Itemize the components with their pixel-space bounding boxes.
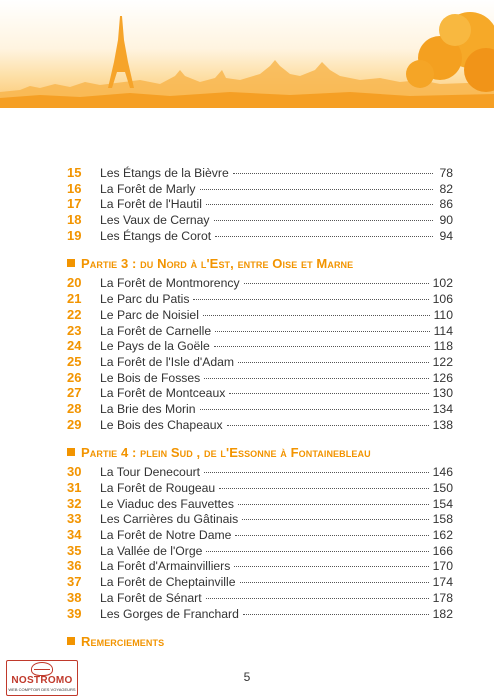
header-banner-illustration <box>0 0 494 108</box>
entry-title: Les Vaux de Cernay <box>100 213 210 228</box>
entry-title: Les Étangs de la Bièvre <box>100 166 229 180</box>
dot-leader <box>229 393 428 394</box>
toc-entry <box>67 511 453 527</box>
toc-entry <box>67 228 453 244</box>
entry-page-number: 126 <box>432 370 453 385</box>
entry-page-number: 146 <box>432 465 453 480</box>
entry-number: 30 <box>67 464 82 480</box>
entry-page-number: 94 <box>439 228 453 243</box>
dot-leader <box>214 220 433 221</box>
entry-title: Le Parc du Patis <box>100 292 190 307</box>
entry-number: 38 <box>67 589 82 605</box>
globe-icon <box>31 662 53 676</box>
dot-leader <box>238 362 429 363</box>
entry-title: Les Étangs de Corot <box>100 228 212 243</box>
entry-page-number: 154 <box>432 496 453 511</box>
entry-title: La Forêt de Carnelle <box>100 323 212 338</box>
entry-number: 18 <box>67 212 82 228</box>
entry-title: La Tour Denecourt <box>100 465 201 480</box>
toc-entry <box>67 181 453 197</box>
entry-number: 23 <box>67 322 82 338</box>
section-heading <box>67 253 453 273</box>
toc-entry <box>67 401 453 417</box>
entry-title: Les Gorges de Franchard <box>100 606 239 621</box>
entry-number: 16 <box>67 180 82 196</box>
entry-number: 35 <box>67 542 82 558</box>
toc-entry <box>67 574 453 590</box>
entry-page-number: 182 <box>432 606 453 621</box>
entry-page-number: 110 <box>433 307 453 322</box>
table-of-contents <box>67 165 453 653</box>
toc-entry <box>67 338 453 354</box>
dot-leader <box>193 299 428 300</box>
dot-leader <box>206 598 429 599</box>
entry-page-number: 102 <box>432 276 453 291</box>
entry-page-number: 138 <box>432 417 453 432</box>
dot-leader <box>204 378 428 379</box>
toc-entry <box>67 165 453 181</box>
toc-entry <box>67 464 453 480</box>
toc-entry <box>67 354 453 370</box>
entry-title: La Forêt de Notre Dame <box>100 528 232 543</box>
entry-page-number: 118 <box>433 339 453 354</box>
entry-title: Le Pays de la Goële <box>100 339 210 354</box>
section-heading-text: Partie 4 : plein Sud , de l'Essonne à Fontainebleau <box>81 444 371 460</box>
page-number: 5 <box>243 670 251 684</box>
entry-page-number: 174 <box>432 575 453 590</box>
entry-page-number: 78 <box>439 166 453 180</box>
square-bullet-icon <box>67 448 75 456</box>
toc-entry <box>67 385 453 401</box>
dot-leader <box>242 519 428 520</box>
dot-leader <box>204 472 429 473</box>
dot-leader <box>244 283 429 284</box>
entry-title: La Forêt de Rougeau <box>100 481 216 495</box>
toc-entry <box>67 543 453 559</box>
entry-page-number: 166 <box>432 543 453 558</box>
toc-entry <box>67 212 453 228</box>
entry-title: La Forêt de Sénart <box>100 590 202 605</box>
dot-leader <box>206 204 433 205</box>
entry-number: 22 <box>67 306 82 322</box>
dot-leader <box>200 409 429 410</box>
entry-number: 17 <box>67 196 82 212</box>
dot-leader <box>240 582 429 583</box>
entry-page-number: 114 <box>433 323 453 338</box>
entry-title: Le Viaduc des Fauvettes <box>100 496 234 511</box>
dot-leader <box>215 236 433 237</box>
toc-entry <box>67 291 453 307</box>
toc-entry <box>67 275 453 291</box>
toc-entry <box>67 196 453 212</box>
entry-number: 15 <box>67 165 82 180</box>
entry-number: 21 <box>67 291 82 307</box>
entry-number: 32 <box>67 495 82 511</box>
logo-tagline: WEB COMPTOIR DES VOYAGEURS <box>8 687 76 692</box>
entry-number: 39 <box>67 605 82 621</box>
entry-title: La Forêt de Cheptainville <box>100 575 236 590</box>
dot-leader <box>234 566 428 567</box>
section-heading <box>67 631 453 651</box>
paris-skyline-illustration <box>0 0 494 108</box>
entry-title: La Forêt de Montmorency <box>100 276 240 291</box>
entry-title: Les Carrières du Gâtinais <box>100 512 239 527</box>
dot-leader <box>238 504 429 505</box>
entry-title: Le Parc de Noisiel <box>100 307 199 322</box>
square-bullet-icon <box>67 259 75 267</box>
entry-number: 33 <box>67 511 82 527</box>
entry-title: La Forêt de Montceaux <box>100 386 226 401</box>
entry-page-number: 122 <box>432 354 453 369</box>
entry-title: La Forêt d'Armainvilliers <box>100 559 231 574</box>
entry-page-number: 82 <box>439 181 453 196</box>
entry-title: Le Bois des Chapeaux <box>100 417 223 432</box>
nostromo-logo <box>6 660 78 696</box>
entry-page-number: 134 <box>432 401 453 416</box>
dot-leader <box>235 535 428 536</box>
entry-number: 27 <box>67 385 82 401</box>
dot-leader <box>243 614 429 615</box>
toc-entry <box>67 558 453 574</box>
dot-leader <box>219 488 428 489</box>
entry-title: La Forêt de l'Isle d'Adam <box>100 354 235 369</box>
entry-title: La Forêt de l'Hautil <box>100 197 202 212</box>
entry-number: 24 <box>67 338 82 354</box>
dot-leader <box>227 425 429 426</box>
entry-number: 20 <box>67 275 82 291</box>
dot-leader <box>215 331 429 332</box>
entry-page-number: 162 <box>432 528 453 543</box>
entry-page-number: 158 <box>432 512 453 527</box>
entry-page-number: 90 <box>439 213 453 228</box>
section-heading-text: Partie 3 : du Nord à l'Est, entre Oise et Marne <box>81 255 354 271</box>
square-bullet-icon <box>67 637 75 645</box>
entry-page-number: 130 <box>432 386 453 401</box>
entry-number: 31 <box>67 480 82 495</box>
dot-leader <box>203 315 430 316</box>
entry-page-number: 106 <box>432 292 453 307</box>
entry-title: Le Bois de Fosses <box>100 370 201 385</box>
entry-number: 34 <box>67 527 82 543</box>
toc-entry <box>67 496 453 512</box>
entry-page-number: 150 <box>432 481 453 495</box>
dot-leader <box>233 173 433 174</box>
toc-entry <box>67 606 453 622</box>
entry-page-number: 86 <box>439 197 453 212</box>
toc-entry <box>67 590 453 606</box>
entry-number: 28 <box>67 400 82 416</box>
dot-leader <box>214 346 430 347</box>
toc-entry <box>67 527 453 543</box>
entry-title: La Brie des Morin <box>100 401 196 416</box>
toc-entry <box>67 323 453 339</box>
section-heading <box>67 442 453 462</box>
entry-number: 29 <box>67 416 82 432</box>
entry-number: 25 <box>67 353 82 369</box>
entry-number: 26 <box>67 369 82 385</box>
section-heading-text: Remerciements <box>81 633 165 649</box>
toc-entry <box>67 370 453 386</box>
dot-leader <box>200 189 433 190</box>
entry-number: 36 <box>67 558 82 574</box>
logo-brand: NOSTROMO <box>11 675 73 686</box>
entry-number: 19 <box>67 227 82 243</box>
toc-entry <box>67 307 453 323</box>
entry-number: 37 <box>67 574 82 590</box>
entry-page-number: 178 <box>432 590 453 605</box>
dot-leader <box>206 551 428 552</box>
entry-title: La Vallée de l'Orge <box>100 543 203 558</box>
toc-entry <box>67 480 453 496</box>
entry-title: La Forêt de Marly <box>100 181 196 196</box>
toc-entry <box>67 417 453 433</box>
entry-page-number: 170 <box>432 559 453 574</box>
